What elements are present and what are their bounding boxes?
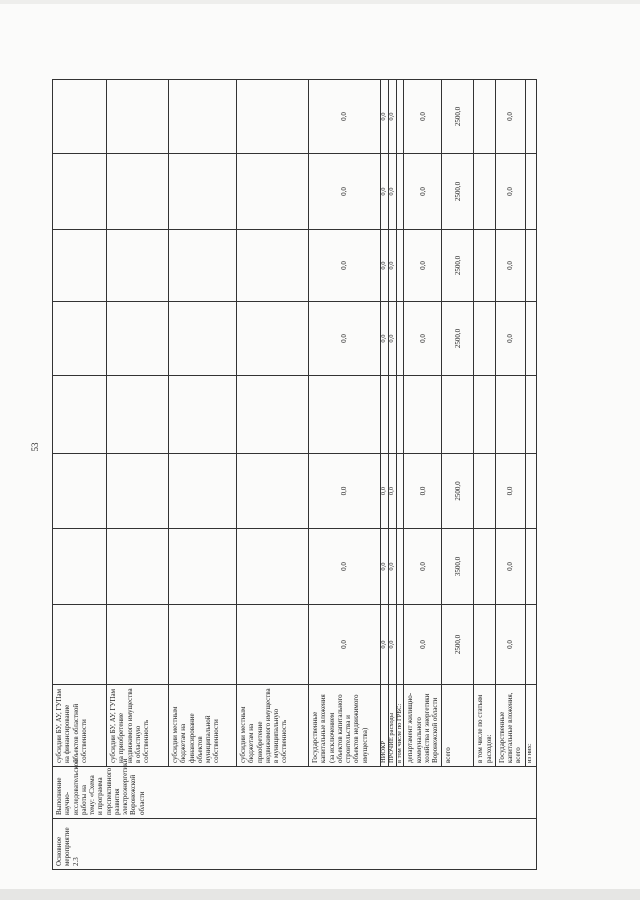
value-cell xyxy=(525,302,536,376)
value-cell xyxy=(474,80,496,154)
value-cell: 0,0 xyxy=(388,230,396,302)
value-cell: 0,0 xyxy=(404,605,442,685)
value-cell: 0,0 xyxy=(309,302,381,376)
value-cell xyxy=(309,376,381,454)
value-cell xyxy=(396,230,404,302)
table-row xyxy=(442,80,474,870)
value-cell xyxy=(53,376,107,454)
value-cell: 0,0 xyxy=(381,605,389,685)
value-cell: 0,0 xyxy=(495,80,525,154)
value-cell xyxy=(474,230,496,302)
value-cell xyxy=(237,376,309,454)
value-cell xyxy=(169,376,237,454)
value-cell xyxy=(396,154,404,230)
value-cell xyxy=(53,80,107,154)
value-cell xyxy=(474,154,496,230)
value-cell xyxy=(53,302,107,376)
value-cell xyxy=(107,529,169,605)
table-row xyxy=(404,80,442,870)
value-cell xyxy=(404,376,442,454)
value-cell: 0,0 xyxy=(381,302,389,376)
row-label: ПРОЧИЕ расходы xyxy=(388,685,396,767)
value-cell: 2500,0 xyxy=(442,80,474,154)
value-cell xyxy=(396,529,404,605)
value-cell xyxy=(53,529,107,605)
table-row xyxy=(396,80,404,870)
value-cell: 2500,0 xyxy=(442,302,474,376)
value-cell: 0,0 xyxy=(404,454,442,529)
value-cell: 0,0 xyxy=(404,154,442,230)
row-label: субсидии местным бюджетам на финансирование объектов муниципальной собственности xyxy=(169,685,237,767)
value-cell: 0,0 xyxy=(495,230,525,302)
measure-code-cell: Основное мероприятие 2.3 xyxy=(53,819,537,870)
budget-table xyxy=(52,79,537,870)
page-number: 53 xyxy=(30,442,40,452)
value-cell: 0,0 xyxy=(381,230,389,302)
value-cell: 0,0 xyxy=(404,302,442,376)
value-cell xyxy=(237,529,309,605)
value-cell xyxy=(107,302,169,376)
value-cell: 2500,0 xyxy=(442,454,474,529)
value-cell xyxy=(237,80,309,154)
rotated-table-area xyxy=(52,80,556,870)
row-label: департамент жилищно-коммунального хозяйства и энергетики Воронежской области xyxy=(404,685,442,767)
value-cell: 0,0 xyxy=(495,302,525,376)
value-cell: 0,0 xyxy=(388,80,396,154)
value-cell: 2500,0 xyxy=(442,154,474,230)
value-cell: 0,0 xyxy=(388,302,396,376)
value-cell xyxy=(396,302,404,376)
value-cell: 0,0 xyxy=(381,529,389,605)
value-cell: 0,0 xyxy=(381,454,389,529)
value-cell xyxy=(53,154,107,230)
value-cell xyxy=(53,454,107,529)
value-cell xyxy=(525,454,536,529)
value-cell xyxy=(169,154,237,230)
value-cell: 2500,0 xyxy=(442,230,474,302)
value-cell xyxy=(107,230,169,302)
value-cell: 0,0 xyxy=(388,529,396,605)
row-label: субсидии БУ, АУ, ГУПам на приобретение недвижимого имущества в областную собственность xyxy=(107,685,169,767)
value-cell: 0,0 xyxy=(495,605,525,685)
table-row xyxy=(474,80,496,870)
value-cell xyxy=(474,302,496,376)
value-cell xyxy=(53,605,107,685)
row-label: из них: xyxy=(525,685,536,767)
value-cell xyxy=(169,605,237,685)
value-cell xyxy=(53,230,107,302)
table-row xyxy=(169,80,237,870)
value-cell xyxy=(388,376,396,454)
value-cell xyxy=(107,454,169,529)
value-cell xyxy=(525,376,536,454)
value-cell: 0,0 xyxy=(309,230,381,302)
value-cell xyxy=(525,230,536,302)
row-label: субсидии местным бюджетам на приобретение недвижимого имущества в муниципальную собственность xyxy=(237,685,309,767)
table-row xyxy=(388,80,396,870)
row-label: Государственные капитальные вложения, всего xyxy=(495,685,525,767)
value-cell xyxy=(107,154,169,230)
value-cell xyxy=(169,529,237,605)
table-row xyxy=(107,80,169,870)
value-cell xyxy=(474,605,496,685)
value-cell: 0,0 xyxy=(309,529,381,605)
row-label: в том числе по ГРБС: xyxy=(396,685,404,767)
value-cell xyxy=(474,454,496,529)
value-cell xyxy=(237,302,309,376)
value-cell xyxy=(381,376,389,454)
value-cell xyxy=(396,376,404,454)
value-cell xyxy=(237,605,309,685)
table-row xyxy=(237,80,309,870)
value-cell xyxy=(237,154,309,230)
value-cell xyxy=(237,230,309,302)
table-row xyxy=(525,80,536,870)
value-cell: 0,0 xyxy=(404,230,442,302)
value-cell: 0,0 xyxy=(309,605,381,685)
value-cell xyxy=(169,454,237,529)
table-row xyxy=(309,80,381,870)
row-label: в том числе по статьям расходов: xyxy=(474,685,496,767)
value-cell xyxy=(107,376,169,454)
value-cell xyxy=(396,454,404,529)
value-cell: 0,0 xyxy=(404,529,442,605)
value-cell xyxy=(169,230,237,302)
value-cell: 0,0 xyxy=(388,454,396,529)
value-cell xyxy=(474,376,496,454)
value-cell xyxy=(169,80,237,154)
row-label: Государственные капитальные вложения (за исключением объектов капитального строительства и объектов недвижимого имущества) xyxy=(309,685,381,767)
scan-edge-top xyxy=(0,0,640,4)
value-cell: 2500,0 xyxy=(442,605,474,685)
value-cell xyxy=(495,376,525,454)
value-cell xyxy=(237,454,309,529)
value-cell: 0,0 xyxy=(404,80,442,154)
value-cell: 0,0 xyxy=(388,154,396,230)
value-cell: 0,0 xyxy=(495,529,525,605)
value-cell: 0,0 xyxy=(495,454,525,529)
measure-name-cell: Выполнение научно-исследовательской работы на тему: «Схема и программа перспективного развития электроэнергетики Воронежской области xyxy=(53,767,537,819)
value-cell: 0,0 xyxy=(388,605,396,685)
value-cell xyxy=(396,80,404,154)
value-cell xyxy=(107,80,169,154)
value-cell: 0,0 xyxy=(309,154,381,230)
value-cell: 0,0 xyxy=(495,154,525,230)
row-label: субсидии БУ, АУ, ГУПам на финансирование объектов областной собственности xyxy=(53,685,107,767)
value-cell xyxy=(525,80,536,154)
scan-edge-bottom xyxy=(0,889,640,900)
value-cell xyxy=(107,605,169,685)
value-cell: 0,0 xyxy=(309,454,381,529)
value-cell xyxy=(525,154,536,230)
value-cell xyxy=(169,302,237,376)
value-cell: 3500,0 xyxy=(442,529,474,605)
row-label: НИОКР xyxy=(381,685,389,767)
value-cell xyxy=(525,529,536,605)
row-label: всего xyxy=(442,685,474,767)
value-cell xyxy=(442,376,474,454)
value-cell: 0,0 xyxy=(309,80,381,154)
table-row xyxy=(495,80,525,870)
value-cell xyxy=(474,529,496,605)
value-cell xyxy=(396,605,404,685)
table-row xyxy=(53,80,107,870)
value-cell xyxy=(525,605,536,685)
value-cell: 0,0 xyxy=(381,154,389,230)
value-cell: 0,0 xyxy=(381,80,389,154)
